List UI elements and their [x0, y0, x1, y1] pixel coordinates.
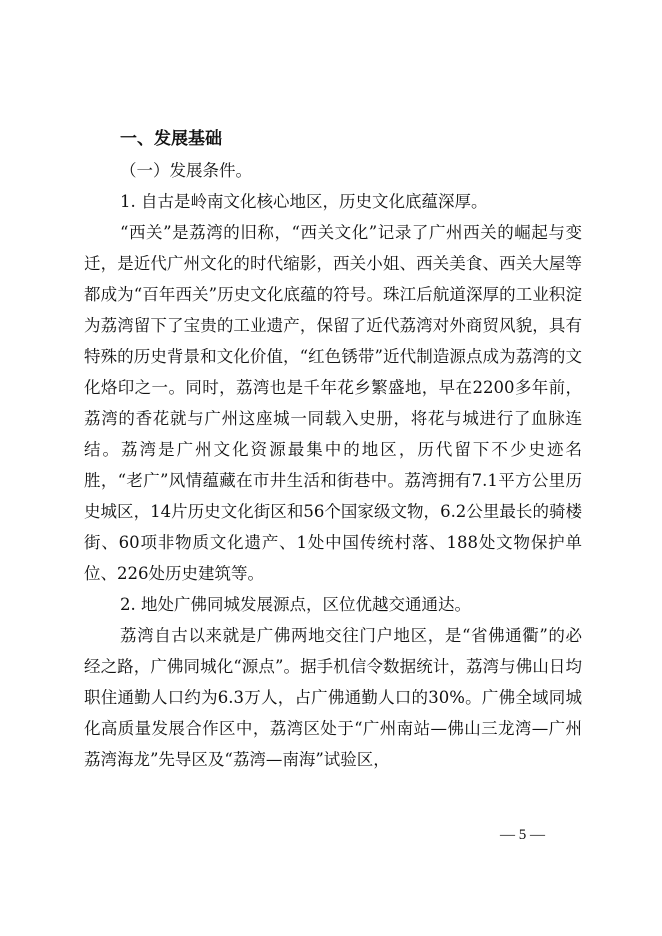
- page-number: — 5 —: [500, 827, 545, 843]
- subsection-heading: （一）发展条件。: [120, 161, 252, 180]
- point-2-paragraph: 荔湾自古以来就是广佛两地交往门户地区，是“省佛通衢”的必经之路，广佛同城化“源点”。据手机信令数据统计，荔湾与佛山日均职住通勤人口约为6.3万人，占广佛通勤人口的30%。广佛全域同城化高质量发展合作区中，荔湾区处于“广州南站—佛山三龙湾—广州荔湾海龙”先导区及“荔湾—南海”试验区，: [84, 626, 582, 769]
- point-2-title: 2. 地处广佛同城发展源点，区位优越交通通达。: [120, 595, 471, 614]
- point-1-paragraph: “西关”是荔湾的旧称，“西关文化”记录了广州西关的崛起与变迁，是近代广州文化的时代缩影，西关小姐、西关美食、西关大屋等都成为“百年西关”历史文化底蕴的符号。珠江后航道深厚的工业积淀为荔湾留下了宝贵的工业遗产，保留了近代荔湾对外商贸风貌，具有特殊的历史背景和文化价值，“红色锈带”近代制造源点成为荔湾的文化烙印之一。同时，荔湾也是千年花乡繁盛地，早在2200多年前，荔湾的香花就与广州这座城一同载入史册，将花与城进行了血脉连结。荔湾是广州文化资源最集中的地区，历代留下不少史迹名胜，“老广”风情蕴藏在市井生活和街巷中。荔湾拥有7.1平方公里历史城区，14片历史文化街区和56个国家级文物，6.2公里最长的骑楼街、60项非物质文化遗产、1处中国传统村落、188处文物保护单位、226处历史建筑等。: [84, 223, 582, 583]
- section-heading: 一、发展基础: [120, 129, 222, 149]
- point-1-title: 1. 自古是岭南文化核心地区，历史文化底蕴深厚。: [120, 192, 488, 211]
- document-body: [84, 124, 582, 775]
